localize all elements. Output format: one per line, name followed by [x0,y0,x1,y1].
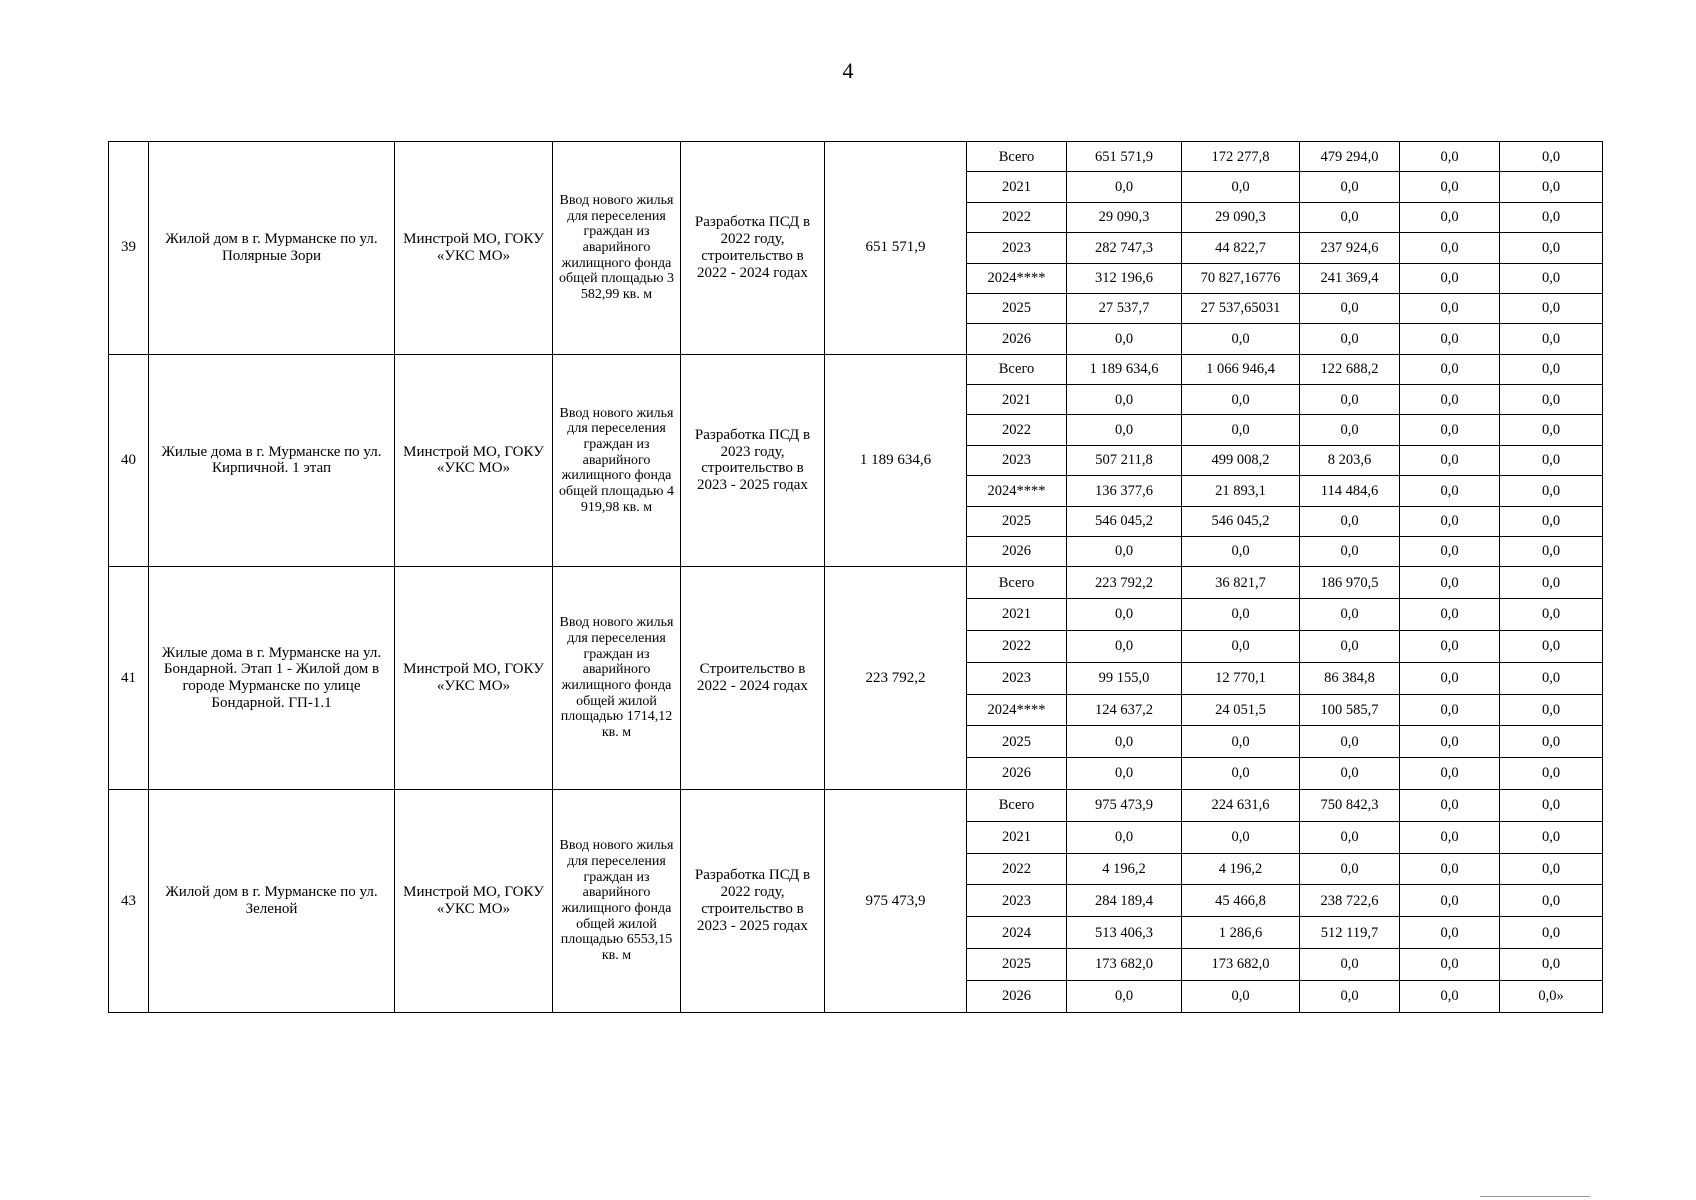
project-purpose: Ввод нового жилья для переселения граждан из аварийного жилищного фонда общей жилой площадью 6553,15 кв. м [553,790,681,1013]
financing-value: 0,0 [1400,415,1500,445]
year-label: 2021 [967,385,1067,415]
financing-value: 100 585,7 [1300,694,1400,726]
financing-value: 0,0 [1500,142,1603,172]
table-row [109,354,1603,384]
year-label: Всего [967,790,1067,822]
financing-value: 0,0 [1182,536,1300,566]
financing-value: 12 770,1 [1182,662,1300,694]
financing-value: 238 722,6 [1300,885,1400,917]
financing-value: 0,0 [1500,415,1603,445]
financing-value: 0,0 [1400,917,1500,949]
financing-value: 0,0 [1500,233,1603,263]
year-label: 2023 [967,445,1067,475]
footer-divider [1480,1196,1590,1197]
financing-value: 0,0 [1182,385,1300,415]
year-label: 2026 [967,324,1067,354]
financing-value: 0,0 [1067,415,1182,445]
financing-value: 173 682,0 [1067,949,1182,981]
financing-value: 0,0 [1067,758,1182,790]
financing-value: 0,0 [1182,630,1300,662]
executor-name: Минстрой МО, ГОКУ «УКС МО» [395,790,553,1013]
year-label: 2026 [967,980,1067,1012]
financing-value: 0,0 [1067,172,1182,202]
financing-value: 0,0 [1182,415,1300,445]
financing-value: 0,0 [1400,790,1500,822]
financing-value: 0,0 [1400,476,1500,506]
financing-value: 27 537,65031 [1182,293,1300,323]
financing-value: 0,0 [1400,233,1500,263]
financing-value: 0,0 [1500,293,1603,323]
financing-value: 546 045,2 [1182,506,1300,536]
financing-value: 0,0 [1500,536,1603,566]
year-label: 2025 [967,293,1067,323]
financing-value: 136 377,6 [1067,476,1182,506]
year-label: Всего [967,142,1067,172]
year-label: 2021 [967,821,1067,853]
financing-value: 0,0 [1500,758,1603,790]
financing-value: 29 090,3 [1182,202,1300,232]
object-name: Жилой дом в г. Мурманске по ул. Полярные Зори [149,142,395,355]
year-label: 2026 [967,758,1067,790]
financing-value: 0,0 [1400,821,1500,853]
financing-value: 21 893,1 [1182,476,1300,506]
financing-value: 0,0 [1400,599,1500,631]
financing-value: 0,0 [1400,885,1500,917]
financing-value: 241 369,4 [1300,263,1400,293]
financing-value: 0,0 [1182,324,1300,354]
financing-value: 0,0 [1500,885,1603,917]
financing-value: 99 155,0 [1067,662,1182,694]
year-label: 2026 [967,536,1067,566]
financing-value: 0,0 [1300,324,1400,354]
financing-value: 223 792,2 [1067,567,1182,599]
financing-value: 0,0 [1500,630,1603,662]
object-name: Жилые дома в г. Мурманске по ул. Кирпичной. 1 этап [149,354,395,567]
financing-value: 0,0 [1400,949,1500,981]
table-body [109,142,1603,1013]
financing-value: 4 196,2 [1182,853,1300,885]
financing-value: 0,0 [1500,821,1603,853]
financing-value: 4 196,2 [1067,853,1182,885]
financing-value: 0,0 [1400,263,1500,293]
financing-value: 0,0» [1500,980,1603,1012]
project-purpose: Ввод нового жилья для переселения граждан из аварийного жилищного фонда общей жилой площадью 1714,12 кв. м [553,567,681,790]
table-row [109,142,1603,172]
financing-value: 0,0 [1500,694,1603,726]
financing-value: 0,0 [1067,599,1182,631]
financing-value: 122 688,2 [1300,354,1400,384]
financing-value: 312 196,6 [1067,263,1182,293]
financing-value: 0,0 [1400,445,1500,475]
financing-value: 750 842,3 [1300,790,1400,822]
object-name: Жилой дом в г. Мурманске по ул. Зеленой [149,790,395,1013]
project-number: 40 [109,354,149,567]
financing-value: 0,0 [1300,726,1400,758]
financing-value: 44 822,7 [1182,233,1300,263]
financing-value: 0,0 [1400,726,1500,758]
financing-value: 0,0 [1500,662,1603,694]
table-row [109,790,1603,822]
total-cost: 1 189 634,6 [825,354,967,567]
financing-table [108,141,1603,1013]
financing-value: 1 066 946,4 [1182,354,1300,384]
financing-value: 36 821,7 [1182,567,1300,599]
financing-value: 975 473,9 [1067,790,1182,822]
table-row [109,567,1603,599]
financing-value: 29 090,3 [1067,202,1182,232]
year-label: 2024**** [967,263,1067,293]
financing-value: 0,0 [1500,599,1603,631]
financing-value: 0,0 [1500,567,1603,599]
year-label: 2024**** [967,476,1067,506]
financing-value: 0,0 [1500,917,1603,949]
year-label: 2025 [967,506,1067,536]
executor-name: Минстрой МО, ГОКУ «УКС МО» [395,142,553,355]
financing-value: 0,0 [1067,324,1182,354]
financing-value: 0,0 [1300,599,1400,631]
financing-value: 513 406,3 [1067,917,1182,949]
financing-value: 0,0 [1400,630,1500,662]
financing-value: 0,0 [1400,567,1500,599]
financing-value: 0,0 [1500,853,1603,885]
financing-value: 0,0 [1500,385,1603,415]
financing-value: 124 637,2 [1067,694,1182,726]
financing-value: 27 537,7 [1067,293,1182,323]
financing-value: 0,0 [1500,172,1603,202]
financing-value: 237 924,6 [1300,233,1400,263]
financing-value: 0,0 [1500,476,1603,506]
financing-value: 0,0 [1400,853,1500,885]
financing-value: 0,0 [1500,324,1603,354]
financing-value: 0,0 [1400,694,1500,726]
financing-value: 282 747,3 [1067,233,1182,263]
financing-value: 0,0 [1300,949,1400,981]
financing-value: 0,0 [1500,949,1603,981]
financing-value: 0,0 [1400,385,1500,415]
financing-value: 0,0 [1500,263,1603,293]
financing-value: 70 827,16776 [1182,263,1300,293]
year-label: 2025 [967,949,1067,981]
financing-value: 0,0 [1300,385,1400,415]
financing-value: 0,0 [1500,445,1603,475]
financing-value: 0,0 [1067,726,1182,758]
project-stage: Разработка ПСД в 2022 году, строительство в 2023 - 2025 годах [681,790,825,1013]
total-cost: 975 473,9 [825,790,967,1013]
year-label: 2021 [967,599,1067,631]
financing-value: 0,0 [1400,354,1500,384]
financing-value: 0,0 [1300,536,1400,566]
year-label: 2022 [967,415,1067,445]
financing-value: 0,0 [1500,506,1603,536]
financing-value: 186 970,5 [1300,567,1400,599]
financing-value: 0,0 [1400,172,1500,202]
financing-value: 0,0 [1300,415,1400,445]
year-label: Всего [967,354,1067,384]
financing-value: 479 294,0 [1300,142,1400,172]
financing-value: 0,0 [1067,385,1182,415]
financing-value: 114 484,6 [1300,476,1400,506]
financing-value: 86 384,8 [1300,662,1400,694]
financing-value: 651 571,9 [1067,142,1182,172]
year-label: 2022 [967,853,1067,885]
financing-value: 507 211,8 [1067,445,1182,475]
object-name: Жилые дома в г. Мурманске на ул. Бондарной. Этап 1 - Жилой дом в городе Мурманске по улице Бондарной. ГП-1.1 [149,567,395,790]
financing-value: 0,0 [1300,630,1400,662]
financing-value: 0,0 [1400,662,1500,694]
year-label: 2021 [967,172,1067,202]
financing-value: 45 466,8 [1182,885,1300,917]
financing-value: 0,0 [1300,202,1400,232]
financing-value: 0,0 [1182,821,1300,853]
financing-value: 0,0 [1182,758,1300,790]
project-stage: Разработка ПСД в 2023 году, строительство в 2023 - 2025 годах [681,354,825,567]
financing-value: 0,0 [1182,980,1300,1012]
financing-value: 0,0 [1067,980,1182,1012]
year-label: 2022 [967,202,1067,232]
year-label: 2024**** [967,694,1067,726]
financing-value: 1 189 634,6 [1067,354,1182,384]
year-label: 2022 [967,630,1067,662]
financing-value: 0,0 [1500,354,1603,384]
financing-value: 0,0 [1500,790,1603,822]
financing-value: 173 682,0 [1182,949,1300,981]
financing-value: 0,0 [1500,726,1603,758]
financing-value: 0,0 [1400,142,1500,172]
financing-value: 0,0 [1400,324,1500,354]
financing-value: 0,0 [1300,758,1400,790]
financing-value: 0,0 [1182,726,1300,758]
page-number: 4 [842,58,854,83]
project-number: 41 [109,567,149,790]
executor-name: Минстрой МО, ГОКУ «УКС МО» [395,567,553,790]
financing-value: 8 203,6 [1300,445,1400,475]
financing-value: 0,0 [1300,853,1400,885]
financing-value: 284 189,4 [1067,885,1182,917]
financing-value: 0,0 [1067,536,1182,566]
financing-value: 0,0 [1300,821,1400,853]
financing-value: 0,0 [1182,172,1300,202]
financing-value: 0,0 [1300,506,1400,536]
total-cost: 651 571,9 [825,142,967,355]
year-label: Всего [967,567,1067,599]
financing-value: 0,0 [1300,980,1400,1012]
financing-value: 0,0 [1300,293,1400,323]
year-label: 2024 [967,917,1067,949]
financing-value: 499 008,2 [1182,445,1300,475]
financing-value: 0,0 [1400,293,1500,323]
financing-value: 546 045,2 [1067,506,1182,536]
project-purpose: Ввод нового жилья для переселения граждан из аварийного жилищного фонда общей площадью 4 919,98 кв. м [553,354,681,567]
financing-value: 224 631,6 [1182,790,1300,822]
financing-value: 0,0 [1067,821,1182,853]
financing-value: 0,0 [1400,536,1500,566]
financing-value: 0,0 [1400,980,1500,1012]
total-cost: 223 792,2 [825,567,967,790]
financing-value: 512 119,7 [1300,917,1400,949]
financing-value: 0,0 [1500,202,1603,232]
financing-value: 0,0 [1300,172,1400,202]
project-number: 43 [109,790,149,1013]
project-purpose: Ввод нового жилья для переселения граждан из аварийного жилищного фонда общей площадью 3 582,99 кв. м [553,142,681,355]
financing-value: 0,0 [1400,758,1500,790]
financing-value: 0,0 [1182,599,1300,631]
financing-value: 0,0 [1400,506,1500,536]
year-label: 2023 [967,662,1067,694]
year-label: 2023 [967,233,1067,263]
financing-value: 1 286,6 [1182,917,1300,949]
project-stage: Разработка ПСД в 2022 году, строительство в 2022 - 2024 годах [681,142,825,355]
financing-value: 24 051,5 [1182,694,1300,726]
project-stage: Строительство в 2022 - 2024 годах [681,567,825,790]
financing-value: 0,0 [1067,630,1182,662]
financing-value: 0,0 [1400,202,1500,232]
year-label: 2025 [967,726,1067,758]
executor-name: Минстрой МО, ГОКУ «УКС МО» [395,354,553,567]
financing-value: 172 277,8 [1182,142,1300,172]
project-number: 39 [109,142,149,355]
year-label: 2023 [967,885,1067,917]
